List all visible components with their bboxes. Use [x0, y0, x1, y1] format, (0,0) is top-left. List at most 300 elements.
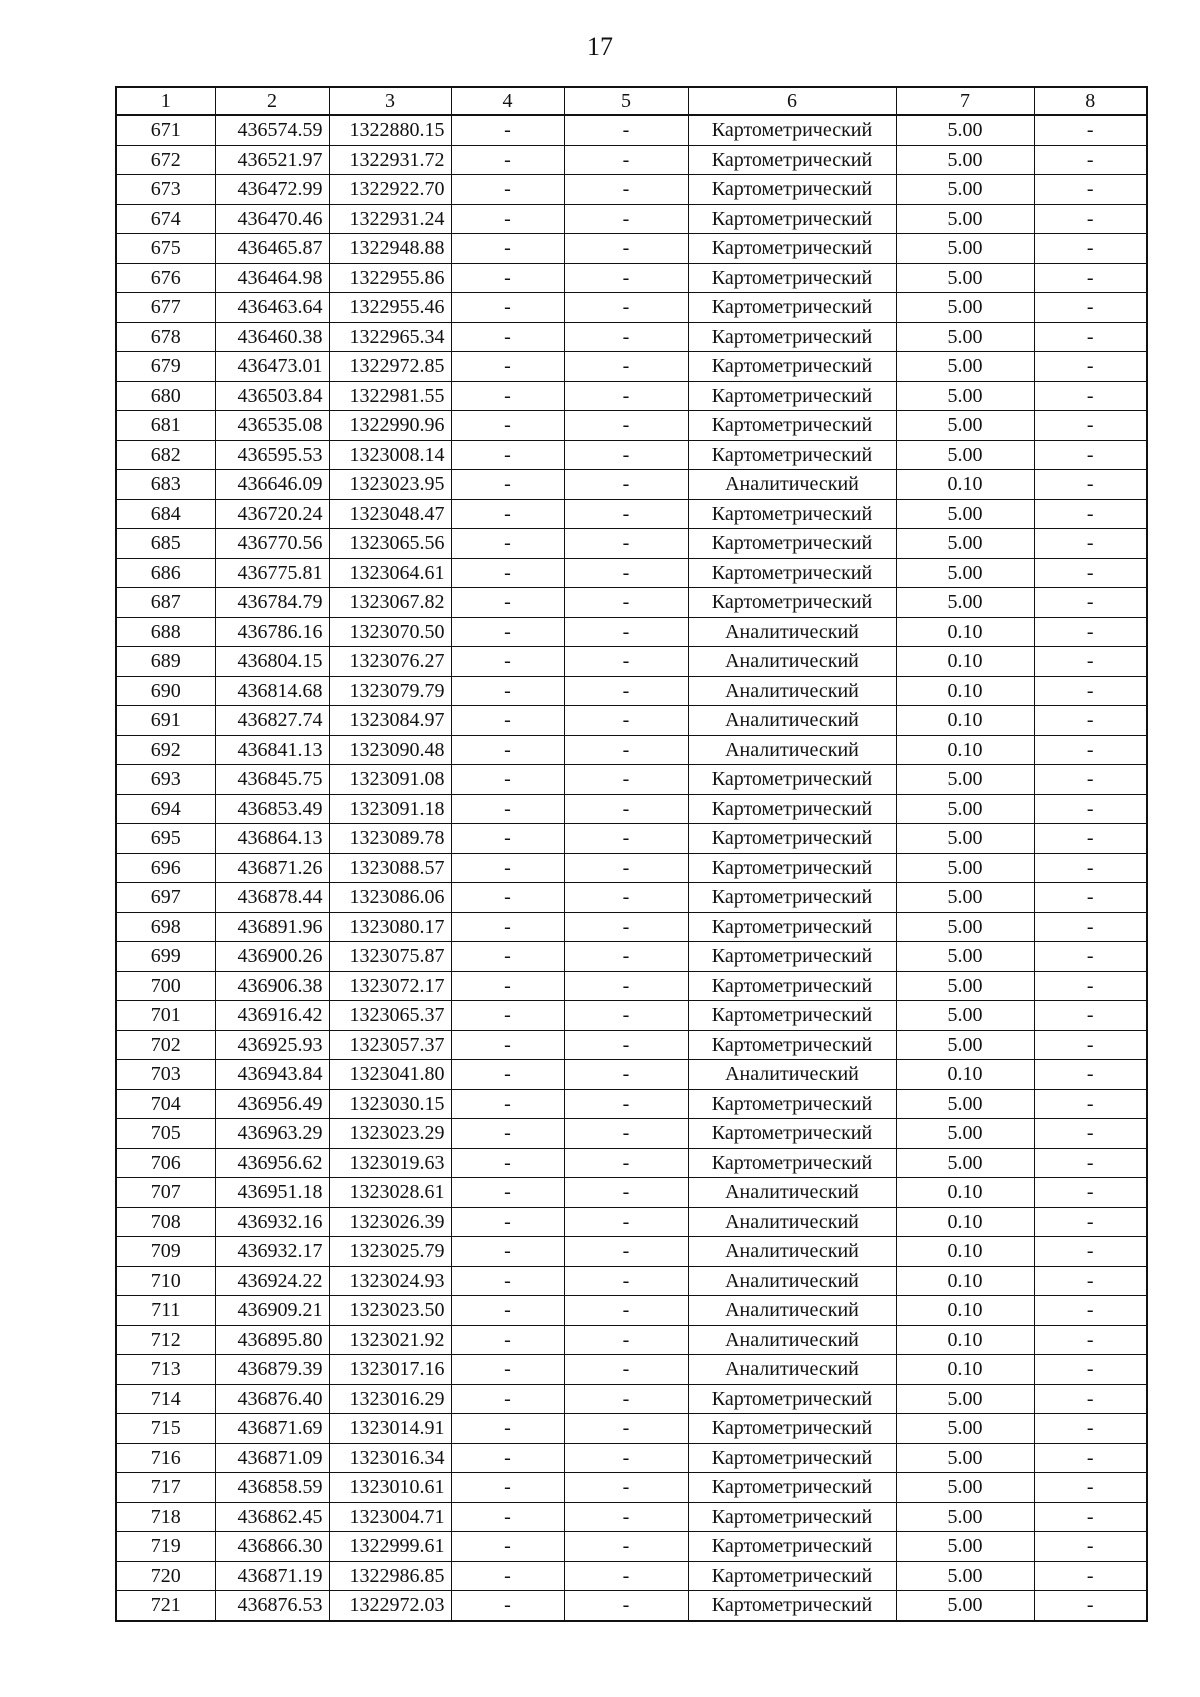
- table-row: [116, 1443, 1147, 1473]
- col-4-value-cell: -: [451, 1473, 564, 1503]
- x-coordinate-cell: 436871.19: [215, 1561, 329, 1591]
- column-header: 7: [896, 87, 1034, 115]
- accuracy-cell: 5.00: [896, 204, 1034, 234]
- y-coordinate-cell: 1322931.72: [329, 145, 451, 175]
- table-body: [116, 115, 1147, 1621]
- point-number-cell: 689: [116, 647, 215, 677]
- method-cell: Картометрический: [688, 1561, 896, 1591]
- col-4-value-cell: -: [451, 1591, 564, 1621]
- col-8-value-cell: -: [1034, 558, 1147, 588]
- y-coordinate-cell: 1323023.29: [329, 1119, 451, 1149]
- x-coordinate-cell: 436521.97: [215, 145, 329, 175]
- table-row: [116, 824, 1147, 854]
- col-4-value-cell: -: [451, 1148, 564, 1178]
- x-coordinate-cell: 436845.75: [215, 765, 329, 795]
- col-8-value-cell: -: [1034, 1414, 1147, 1444]
- x-coordinate-cell: 436878.44: [215, 883, 329, 913]
- accuracy-cell: 0.10: [896, 735, 1034, 765]
- col-5-value-cell: -: [564, 558, 688, 588]
- y-coordinate-cell: 1322972.03: [329, 1591, 451, 1621]
- col-5-value-cell: -: [564, 1443, 688, 1473]
- accuracy-cell: 5.00: [896, 1473, 1034, 1503]
- accuracy-cell: 5.00: [896, 381, 1034, 411]
- col-5-value-cell: -: [564, 1355, 688, 1385]
- point-number-cell: 680: [116, 381, 215, 411]
- y-coordinate-cell: 1323023.95: [329, 470, 451, 500]
- method-cell: Картометрический: [688, 765, 896, 795]
- method-cell: Аналитический: [688, 1060, 896, 1090]
- table-row: [116, 1178, 1147, 1208]
- accuracy-cell: 5.00: [896, 824, 1034, 854]
- col-4-value-cell: -: [451, 1266, 564, 1296]
- x-coordinate-cell: 436951.18: [215, 1178, 329, 1208]
- method-cell: Картометрический: [688, 912, 896, 942]
- method-cell: Картометрический: [688, 115, 896, 145]
- col-8-value-cell: -: [1034, 440, 1147, 470]
- accuracy-cell: 5.00: [896, 1591, 1034, 1621]
- x-coordinate-cell: 436916.42: [215, 1001, 329, 1031]
- col-4-value-cell: -: [451, 1355, 564, 1385]
- method-cell: Аналитический: [688, 735, 896, 765]
- col-5-value-cell: -: [564, 145, 688, 175]
- col-4-value-cell: -: [451, 588, 564, 618]
- col-4-value-cell: -: [451, 352, 564, 382]
- table-row: [116, 440, 1147, 470]
- method-cell: Картометрический: [688, 263, 896, 293]
- x-coordinate-cell: 436924.22: [215, 1266, 329, 1296]
- table-row: [116, 381, 1147, 411]
- col-4-value-cell: -: [451, 558, 564, 588]
- point-number-cell: 697: [116, 883, 215, 913]
- col-4-value-cell: -: [451, 440, 564, 470]
- table-row: [116, 411, 1147, 441]
- accuracy-cell: 5.00: [896, 352, 1034, 382]
- method-cell: Картометрический: [688, 352, 896, 382]
- point-number-cell: 714: [116, 1384, 215, 1414]
- col-4-value-cell: -: [451, 1060, 564, 1090]
- accuracy-cell: 0.10: [896, 1325, 1034, 1355]
- y-coordinate-cell: 1323004.71: [329, 1502, 451, 1532]
- x-coordinate-cell: 436841.13: [215, 735, 329, 765]
- y-coordinate-cell: 1322981.55: [329, 381, 451, 411]
- table-row: [116, 204, 1147, 234]
- column-header: 8: [1034, 87, 1147, 115]
- col-5-value-cell: -: [564, 1532, 688, 1562]
- col-8-value-cell: -: [1034, 1591, 1147, 1621]
- x-coordinate-cell: 436891.96: [215, 912, 329, 942]
- x-coordinate-cell: 436866.30: [215, 1532, 329, 1562]
- y-coordinate-cell: 1323017.16: [329, 1355, 451, 1385]
- col-4-value-cell: -: [451, 1502, 564, 1532]
- col-5-value-cell: -: [564, 1001, 688, 1031]
- method-cell: Картометрический: [688, 588, 896, 618]
- col-4-value-cell: -: [451, 529, 564, 559]
- col-5-value-cell: -: [564, 794, 688, 824]
- x-coordinate-cell: 436876.40: [215, 1384, 329, 1414]
- y-coordinate-cell: 1323025.79: [329, 1237, 451, 1267]
- col-8-value-cell: -: [1034, 1296, 1147, 1326]
- y-coordinate-cell: 1322955.46: [329, 293, 451, 323]
- col-4-value-cell: -: [451, 617, 564, 647]
- method-cell: Картометрический: [688, 322, 896, 352]
- y-coordinate-cell: 1322955.86: [329, 263, 451, 293]
- table-row: [116, 1237, 1147, 1267]
- y-coordinate-cell: 1322999.61: [329, 1532, 451, 1562]
- point-number-cell: 713: [116, 1355, 215, 1385]
- accuracy-cell: 5.00: [896, 794, 1034, 824]
- point-number-cell: 676: [116, 263, 215, 293]
- point-number-cell: 687: [116, 588, 215, 618]
- y-coordinate-cell: 1322965.34: [329, 322, 451, 352]
- y-coordinate-cell: 1323014.91: [329, 1414, 451, 1444]
- table-row: [116, 647, 1147, 677]
- point-number-cell: 694: [116, 794, 215, 824]
- col-8-value-cell: -: [1034, 1473, 1147, 1503]
- method-cell: Картометрический: [688, 381, 896, 411]
- table-row: [116, 322, 1147, 352]
- accuracy-cell: 0.10: [896, 1296, 1034, 1326]
- col-8-value-cell: -: [1034, 1237, 1147, 1267]
- table-row: [116, 1532, 1147, 1562]
- method-cell: Картометрический: [688, 1414, 896, 1444]
- point-number-cell: 677: [116, 293, 215, 323]
- x-coordinate-cell: 436871.69: [215, 1414, 329, 1444]
- column-header: 4: [451, 87, 564, 115]
- point-number-cell: 707: [116, 1178, 215, 1208]
- x-coordinate-cell: 436503.84: [215, 381, 329, 411]
- accuracy-cell: 5.00: [896, 1089, 1034, 1119]
- method-cell: Картометрический: [688, 883, 896, 913]
- table-row: [116, 115, 1147, 145]
- point-number-cell: 721: [116, 1591, 215, 1621]
- y-coordinate-cell: 1323048.47: [329, 499, 451, 529]
- table-row: [116, 1296, 1147, 1326]
- col-8-value-cell: -: [1034, 293, 1147, 323]
- col-8-value-cell: -: [1034, 470, 1147, 500]
- point-number-cell: 688: [116, 617, 215, 647]
- table-row: [116, 1148, 1147, 1178]
- method-cell: Картометрический: [688, 853, 896, 883]
- col-4-value-cell: -: [451, 824, 564, 854]
- col-4-value-cell: -: [451, 1384, 564, 1414]
- col-5-value-cell: -: [564, 1119, 688, 1149]
- col-8-value-cell: -: [1034, 1001, 1147, 1031]
- accuracy-cell: 5.00: [896, 293, 1034, 323]
- x-coordinate-cell: 436956.49: [215, 1089, 329, 1119]
- point-number-cell: 696: [116, 853, 215, 883]
- method-cell: Аналитический: [688, 1296, 896, 1326]
- accuracy-cell: 5.00: [896, 1561, 1034, 1591]
- accuracy-cell: 0.10: [896, 1266, 1034, 1296]
- y-coordinate-cell: 1323064.61: [329, 558, 451, 588]
- table-row: [116, 1089, 1147, 1119]
- col-5-value-cell: -: [564, 1030, 688, 1060]
- accuracy-cell: 5.00: [896, 912, 1034, 942]
- point-number-cell: 720: [116, 1561, 215, 1591]
- accuracy-cell: 5.00: [896, 1384, 1034, 1414]
- column-header: 5: [564, 87, 688, 115]
- table-row: [116, 234, 1147, 264]
- table-row: [116, 1119, 1147, 1149]
- x-coordinate-cell: 436465.87: [215, 234, 329, 264]
- y-coordinate-cell: 1323023.50: [329, 1296, 451, 1326]
- y-coordinate-cell: 1322880.15: [329, 115, 451, 145]
- point-number-cell: 708: [116, 1207, 215, 1237]
- method-cell: Картометрический: [688, 529, 896, 559]
- y-coordinate-cell: 1323041.80: [329, 1060, 451, 1090]
- point-number-cell: 675: [116, 234, 215, 264]
- table-row: [116, 853, 1147, 883]
- method-cell: Картометрический: [688, 942, 896, 972]
- col-8-value-cell: -: [1034, 1089, 1147, 1119]
- x-coordinate-cell: 436871.26: [215, 853, 329, 883]
- col-4-value-cell: -: [451, 1325, 564, 1355]
- method-cell: Картометрический: [688, 145, 896, 175]
- method-cell: Картометрический: [688, 440, 896, 470]
- accuracy-cell: 0.10: [896, 470, 1034, 500]
- x-coordinate-cell: 436646.09: [215, 470, 329, 500]
- col-5-value-cell: -: [564, 352, 688, 382]
- accuracy-cell: 5.00: [896, 234, 1034, 264]
- col-4-value-cell: -: [451, 234, 564, 264]
- y-coordinate-cell: 1323091.08: [329, 765, 451, 795]
- y-coordinate-cell: 1323016.29: [329, 1384, 451, 1414]
- col-5-value-cell: -: [564, 883, 688, 913]
- col-8-value-cell: -: [1034, 145, 1147, 175]
- col-5-value-cell: -: [564, 735, 688, 765]
- x-coordinate-cell: 436770.56: [215, 529, 329, 559]
- y-coordinate-cell: 1323065.56: [329, 529, 451, 559]
- col-4-value-cell: -: [451, 145, 564, 175]
- col-8-value-cell: -: [1034, 1325, 1147, 1355]
- accuracy-cell: 5.00: [896, 1148, 1034, 1178]
- y-coordinate-cell: 1323070.50: [329, 617, 451, 647]
- col-5-value-cell: -: [564, 617, 688, 647]
- x-coordinate-cell: 436784.79: [215, 588, 329, 618]
- accuracy-cell: 5.00: [896, 1532, 1034, 1562]
- col-4-value-cell: -: [451, 1119, 564, 1149]
- col-4-value-cell: -: [451, 853, 564, 883]
- col-4-value-cell: -: [451, 706, 564, 736]
- col-8-value-cell: -: [1034, 824, 1147, 854]
- x-coordinate-cell: 436932.17: [215, 1237, 329, 1267]
- col-4-value-cell: -: [451, 765, 564, 795]
- method-cell: Аналитический: [688, 1178, 896, 1208]
- table-row: [116, 676, 1147, 706]
- x-coordinate-cell: 436827.74: [215, 706, 329, 736]
- col-4-value-cell: -: [451, 942, 564, 972]
- y-coordinate-cell: 1323008.14: [329, 440, 451, 470]
- table-row: [116, 971, 1147, 1001]
- col-4-value-cell: -: [451, 499, 564, 529]
- col-5-value-cell: -: [564, 322, 688, 352]
- col-5-value-cell: -: [564, 293, 688, 323]
- point-number-cell: 703: [116, 1060, 215, 1090]
- table-row: [116, 1561, 1147, 1591]
- col-8-value-cell: -: [1034, 1502, 1147, 1532]
- method-cell: Аналитический: [688, 706, 896, 736]
- col-8-value-cell: -: [1034, 853, 1147, 883]
- col-8-value-cell: -: [1034, 115, 1147, 145]
- method-cell: Картометрический: [688, 1502, 896, 1532]
- col-8-value-cell: -: [1034, 204, 1147, 234]
- col-5-value-cell: -: [564, 529, 688, 559]
- col-5-value-cell: -: [564, 1473, 688, 1503]
- col-5-value-cell: -: [564, 1561, 688, 1591]
- col-5-value-cell: -: [564, 175, 688, 205]
- table-row: [116, 588, 1147, 618]
- point-number-cell: 710: [116, 1266, 215, 1296]
- method-cell: Картометрический: [688, 1443, 896, 1473]
- table-row: [116, 942, 1147, 972]
- col-8-value-cell: -: [1034, 676, 1147, 706]
- method-cell: Картометрический: [688, 1119, 896, 1149]
- accuracy-cell: 5.00: [896, 558, 1034, 588]
- col-5-value-cell: -: [564, 971, 688, 1001]
- y-coordinate-cell: 1323091.18: [329, 794, 451, 824]
- y-coordinate-cell: 1323028.61: [329, 1178, 451, 1208]
- col-8-value-cell: -: [1034, 1148, 1147, 1178]
- col-8-value-cell: -: [1034, 322, 1147, 352]
- method-cell: Картометрический: [688, 1591, 896, 1621]
- col-5-value-cell: -: [564, 1266, 688, 1296]
- col-4-value-cell: -: [451, 381, 564, 411]
- method-cell: Картометрический: [688, 824, 896, 854]
- accuracy-cell: 5.00: [896, 1119, 1034, 1149]
- column-header: 2: [215, 87, 329, 115]
- point-number-cell: 698: [116, 912, 215, 942]
- table-row: [116, 293, 1147, 323]
- accuracy-cell: 5.00: [896, 942, 1034, 972]
- point-number-cell: 674: [116, 204, 215, 234]
- point-number-cell: 716: [116, 1443, 215, 1473]
- col-4-value-cell: -: [451, 676, 564, 706]
- accuracy-cell: 5.00: [896, 883, 1034, 913]
- col-5-value-cell: -: [564, 1296, 688, 1326]
- col-8-value-cell: -: [1034, 1532, 1147, 1562]
- x-coordinate-cell: 436879.39: [215, 1355, 329, 1385]
- method-cell: Аналитический: [688, 1325, 896, 1355]
- col-8-value-cell: -: [1034, 588, 1147, 618]
- table-row: [116, 529, 1147, 559]
- col-4-value-cell: -: [451, 204, 564, 234]
- table-header: [116, 87, 1147, 115]
- x-coordinate-cell: 436464.98: [215, 263, 329, 293]
- col-8-value-cell: -: [1034, 1207, 1147, 1237]
- point-number-cell: 679: [116, 352, 215, 382]
- x-coordinate-cell: 436775.81: [215, 558, 329, 588]
- col-4-value-cell: -: [451, 794, 564, 824]
- col-4-value-cell: -: [451, 1001, 564, 1031]
- col-8-value-cell: -: [1034, 765, 1147, 795]
- accuracy-cell: 5.00: [896, 971, 1034, 1001]
- col-4-value-cell: -: [451, 293, 564, 323]
- y-coordinate-cell: 1323019.63: [329, 1148, 451, 1178]
- col-5-value-cell: -: [564, 853, 688, 883]
- col-8-value-cell: -: [1034, 1355, 1147, 1385]
- y-coordinate-cell: 1323010.61: [329, 1473, 451, 1503]
- col-5-value-cell: -: [564, 1148, 688, 1178]
- col-5-value-cell: -: [564, 765, 688, 795]
- y-coordinate-cell: 1323090.48: [329, 735, 451, 765]
- y-coordinate-cell: 1323030.15: [329, 1089, 451, 1119]
- point-number-cell: 715: [116, 1414, 215, 1444]
- col-4-value-cell: -: [451, 322, 564, 352]
- table-row: [116, 470, 1147, 500]
- accuracy-cell: 5.00: [896, 175, 1034, 205]
- method-cell: Картометрический: [688, 558, 896, 588]
- col-5-value-cell: -: [564, 411, 688, 441]
- accuracy-cell: 5.00: [896, 588, 1034, 618]
- x-coordinate-cell: 436804.15: [215, 647, 329, 677]
- col-5-value-cell: -: [564, 1325, 688, 1355]
- col-8-value-cell: -: [1034, 647, 1147, 677]
- col-5-value-cell: -: [564, 234, 688, 264]
- method-cell: Картометрический: [688, 234, 896, 264]
- accuracy-cell: 0.10: [896, 706, 1034, 736]
- col-5-value-cell: -: [564, 263, 688, 293]
- x-coordinate-cell: 436895.80: [215, 1325, 329, 1355]
- col-4-value-cell: -: [451, 411, 564, 441]
- method-cell: Картометрический: [688, 1030, 896, 1060]
- col-8-value-cell: -: [1034, 912, 1147, 942]
- method-cell: Картометрический: [688, 293, 896, 323]
- method-cell: Аналитический: [688, 647, 896, 677]
- col-5-value-cell: -: [564, 470, 688, 500]
- point-number-cell: 700: [116, 971, 215, 1001]
- point-number-cell: 673: [116, 175, 215, 205]
- accuracy-cell: 0.10: [896, 647, 1034, 677]
- point-number-cell: 712: [116, 1325, 215, 1355]
- page-number: 17: [587, 32, 613, 61]
- table-row: [116, 794, 1147, 824]
- method-cell: Картометрический: [688, 499, 896, 529]
- col-8-value-cell: -: [1034, 499, 1147, 529]
- point-number-cell: 709: [116, 1237, 215, 1267]
- table-row: [116, 1266, 1147, 1296]
- col-5-value-cell: -: [564, 1237, 688, 1267]
- method-cell: Картометрический: [688, 204, 896, 234]
- accuracy-cell: 0.10: [896, 1207, 1034, 1237]
- col-5-value-cell: -: [564, 381, 688, 411]
- y-coordinate-cell: 1323057.37: [329, 1030, 451, 1060]
- accuracy-cell: 5.00: [896, 499, 1034, 529]
- x-coordinate-cell: 436720.24: [215, 499, 329, 529]
- method-cell: Аналитический: [688, 470, 896, 500]
- col-5-value-cell: -: [564, 942, 688, 972]
- col-4-value-cell: -: [451, 175, 564, 205]
- col-8-value-cell: -: [1034, 942, 1147, 972]
- y-coordinate-cell: 1323079.79: [329, 676, 451, 706]
- col-8-value-cell: -: [1034, 381, 1147, 411]
- col-8-value-cell: -: [1034, 1561, 1147, 1591]
- col-5-value-cell: -: [564, 1414, 688, 1444]
- table-row: [116, 499, 1147, 529]
- method-cell: Аналитический: [688, 1237, 896, 1267]
- accuracy-cell: 5.00: [896, 411, 1034, 441]
- table-row: [116, 263, 1147, 293]
- y-coordinate-cell: 1323072.17: [329, 971, 451, 1001]
- point-number-cell: 695: [116, 824, 215, 854]
- method-cell: Аналитический: [688, 1207, 896, 1237]
- col-8-value-cell: -: [1034, 883, 1147, 913]
- column-header: 1: [116, 87, 215, 115]
- x-coordinate-cell: 436943.84: [215, 1060, 329, 1090]
- y-coordinate-cell: 1322990.96: [329, 411, 451, 441]
- coordinates-table: [115, 86, 1148, 1622]
- point-number-cell: 681: [116, 411, 215, 441]
- x-coordinate-cell: 436460.38: [215, 322, 329, 352]
